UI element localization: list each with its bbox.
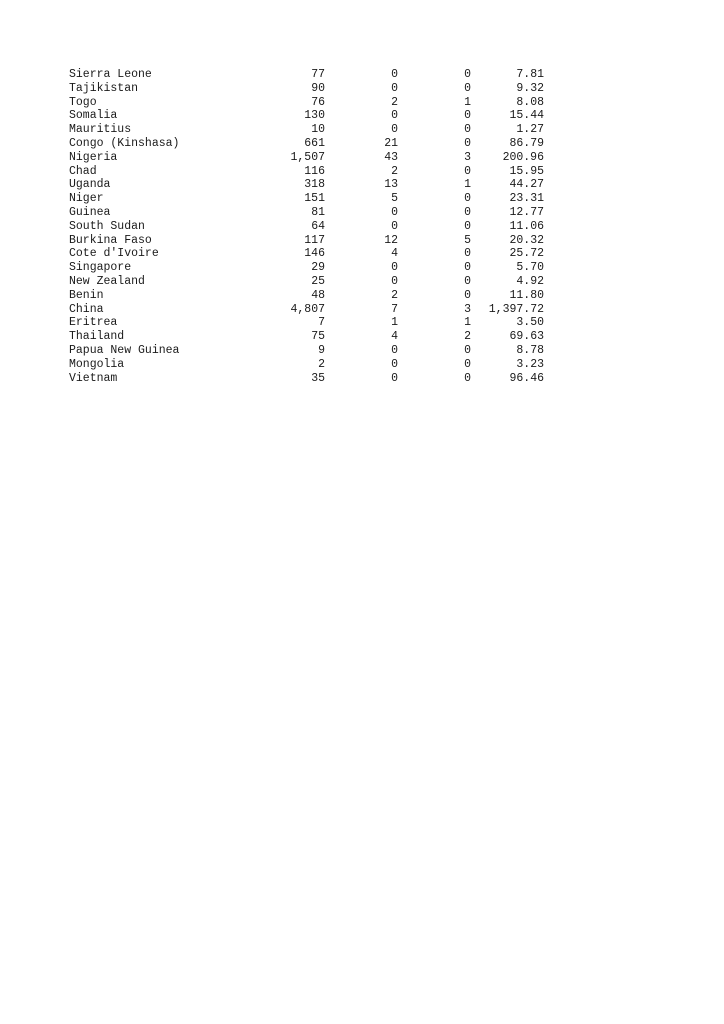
value-cell-4: 20.32 — [509, 233, 544, 247]
country-cell: Togo — [69, 95, 97, 109]
country-cell: Mongolia — [69, 357, 125, 371]
table-row — [69, 247, 544, 261]
country-cell: China — [69, 302, 104, 316]
value-cell-1: 7 — [318, 316, 325, 330]
value-cell-4: 12.77 — [509, 205, 544, 219]
country-cell: Burkina Faso — [69, 233, 152, 247]
country-cell: Niger — [69, 192, 104, 206]
value-cell-2: 0 — [391, 205, 398, 219]
value-cell-1: 25 — [311, 274, 325, 288]
value-cell-4: 3.23 — [516, 357, 544, 371]
table-row — [69, 220, 544, 234]
value-cell-1: 75 — [311, 330, 325, 344]
value-cell-1: 117 — [304, 233, 325, 247]
value-cell-2: 5 — [391, 192, 398, 206]
value-cell-4: 5.70 — [516, 261, 544, 275]
value-cell-2: 7 — [391, 302, 398, 316]
value-cell-3: 2 — [464, 330, 471, 344]
value-cell-3: 0 — [464, 136, 471, 150]
value-cell-2: 21 — [384, 136, 398, 150]
value-cell-2: 4 — [391, 330, 398, 344]
table-row — [69, 123, 544, 137]
value-cell-4: 11.80 — [509, 288, 544, 302]
value-cell-2: 2 — [391, 95, 398, 109]
value-cell-1: 76 — [311, 95, 325, 109]
value-cell-3: 5 — [464, 233, 471, 247]
table-row — [69, 192, 544, 206]
country-cell: Guinea — [69, 205, 111, 219]
country-cell: South Sudan — [69, 219, 145, 233]
value-cell-4: 4.92 — [516, 274, 544, 288]
value-cell-4: 86.79 — [509, 136, 544, 150]
value-cell-1: 130 — [304, 109, 325, 123]
value-cell-4: 15.44 — [509, 109, 544, 123]
country-cell: Chad — [69, 164, 97, 178]
value-cell-1: 4,807 — [290, 302, 325, 316]
value-cell-1: 90 — [311, 81, 325, 95]
value-cell-3: 0 — [464, 123, 471, 137]
value-cell-2: 0 — [391, 123, 398, 137]
value-cell-1: 116 — [304, 164, 325, 178]
value-cell-1: 64 — [311, 219, 325, 233]
value-cell-1: 318 — [304, 178, 325, 192]
value-cell-2: 0 — [391, 68, 398, 81]
value-cell-1: 81 — [311, 205, 325, 219]
table-row — [69, 165, 544, 179]
table-body — [69, 68, 544, 385]
table-row — [69, 96, 544, 110]
value-cell-4: 69.63 — [509, 330, 544, 344]
table-row — [69, 137, 544, 151]
value-cell-3: 0 — [464, 81, 471, 95]
value-cell-3: 3 — [464, 150, 471, 164]
table-row — [69, 109, 544, 123]
value-cell-4: 7.81 — [516, 68, 544, 81]
value-cell-1: 146 — [304, 247, 325, 261]
table-row — [69, 151, 544, 165]
country-cell: Uganda — [69, 178, 111, 192]
table-row — [69, 330, 544, 344]
country-cell: New Zealand — [69, 274, 145, 288]
value-cell-2: 0 — [391, 219, 398, 233]
value-cell-3: 0 — [464, 357, 471, 371]
value-cell-2: 0 — [391, 357, 398, 371]
value-cell-2: 0 — [391, 261, 398, 275]
table-row — [69, 316, 544, 330]
value-cell-4: 9.32 — [516, 81, 544, 95]
country-cell: Thailand — [69, 330, 125, 344]
table-row — [69, 261, 544, 275]
value-cell-3: 0 — [464, 192, 471, 206]
value-cell-4: 1.27 — [516, 123, 544, 137]
value-cell-4: 1,397.72 — [488, 302, 544, 316]
value-cell-4: 11.06 — [509, 219, 544, 233]
table-row — [69, 344, 544, 358]
table-row — [69, 289, 544, 303]
country-cell: Somalia — [69, 109, 118, 123]
value-cell-1: 35 — [311, 371, 325, 385]
country-cell: Congo (Kinshasa) — [69, 136, 180, 150]
value-cell-3: 0 — [464, 343, 471, 357]
country-data-table — [69, 68, 544, 385]
value-cell-3: 3 — [464, 302, 471, 316]
country-cell: Cote d'Ivoire — [69, 247, 159, 261]
country-cell: Papua New Guinea — [69, 343, 180, 357]
value-cell-1: 1,507 — [290, 150, 325, 164]
value-cell-3: 1 — [464, 178, 471, 192]
country-cell: Vietnam — [69, 371, 118, 385]
value-cell-2: 12 — [384, 233, 398, 247]
value-cell-2: 0 — [391, 343, 398, 357]
value-cell-1: 9 — [318, 343, 325, 357]
value-cell-4: 3.50 — [516, 316, 544, 330]
table-row — [69, 303, 544, 317]
value-cell-4: 8.08 — [516, 95, 544, 109]
value-cell-3: 0 — [464, 68, 471, 81]
value-cell-1: 661 — [304, 136, 325, 150]
value-cell-4: 23.31 — [509, 192, 544, 206]
table-row — [69, 68, 544, 82]
value-cell-3: 0 — [464, 371, 471, 385]
country-cell: Sierra Leone — [69, 68, 152, 81]
country-cell: Nigeria — [69, 150, 118, 164]
value-cell-2: 0 — [391, 109, 398, 123]
table-row — [69, 358, 544, 372]
country-cell: Mauritius — [69, 123, 132, 137]
value-cell-1: 29 — [311, 261, 325, 275]
value-cell-2: 2 — [391, 164, 398, 178]
value-cell-3: 1 — [464, 316, 471, 330]
table-row — [69, 275, 544, 289]
value-cell-3: 0 — [464, 109, 471, 123]
value-cell-1: 77 — [311, 68, 325, 81]
value-cell-1: 151 — [304, 192, 325, 206]
table-row — [69, 206, 544, 220]
value-cell-1: 48 — [311, 288, 325, 302]
value-cell-3: 0 — [464, 219, 471, 233]
country-cell: Benin — [69, 288, 104, 302]
value-cell-2: 0 — [391, 371, 398, 385]
country-cell: Singapore — [69, 261, 132, 275]
country-cell: Eritrea — [69, 316, 118, 330]
value-cell-3: 0 — [464, 205, 471, 219]
value-cell-3: 0 — [464, 164, 471, 178]
value-cell-2: 0 — [391, 274, 398, 288]
value-cell-4: 96.46 — [509, 371, 544, 385]
table-row — [69, 178, 544, 192]
value-cell-2: 1 — [391, 316, 398, 330]
value-cell-4: 44.27 — [509, 178, 544, 192]
value-cell-4: 15.95 — [509, 164, 544, 178]
value-cell-4: 25.72 — [509, 247, 544, 261]
table-row — [69, 82, 544, 96]
value-cell-3: 0 — [464, 247, 471, 261]
table-row — [69, 234, 544, 248]
value-cell-2: 0 — [391, 81, 398, 95]
value-cell-3: 0 — [464, 288, 471, 302]
value-cell-4: 8.78 — [516, 343, 544, 357]
table-row — [69, 372, 544, 386]
value-cell-3: 0 — [464, 274, 471, 288]
value-cell-2: 13 — [384, 178, 398, 192]
value-cell-1: 10 — [311, 123, 325, 137]
value-cell-3: 0 — [464, 261, 471, 275]
value-cell-2: 43 — [384, 150, 398, 164]
value-cell-4: 200.96 — [502, 150, 544, 164]
value-cell-2: 4 — [391, 247, 398, 261]
country-cell: Tajikistan — [69, 81, 139, 95]
value-cell-1: 2 — [318, 357, 325, 371]
value-cell-3: 1 — [464, 95, 471, 109]
value-cell-2: 2 — [391, 288, 398, 302]
